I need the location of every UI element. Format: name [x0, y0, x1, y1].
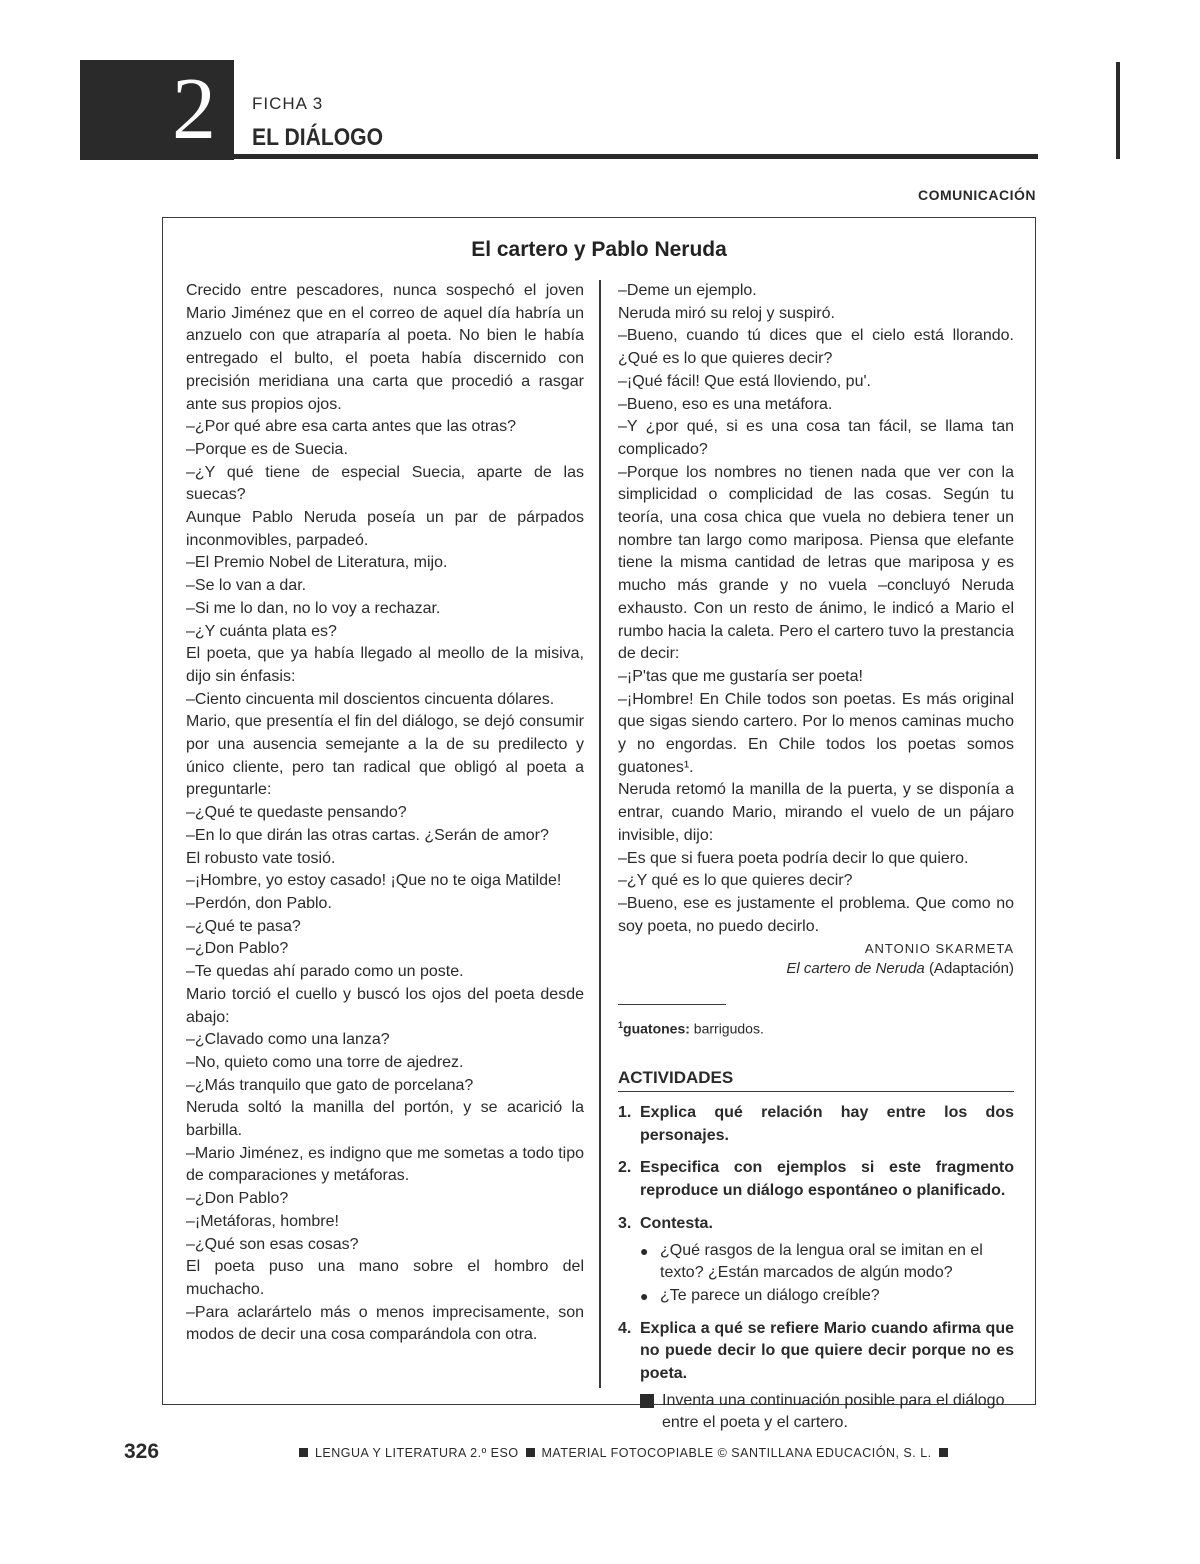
- source-line: [618, 958, 1014, 980]
- square-bullet-icon: [640, 1394, 654, 1408]
- text-paragraph: –¿Don Pablo?: [186, 1190, 289, 1208]
- text-paragraph: –Bueno, ese es justamente el problema. Que como no soy poeta, no puedo decirlo.: [618, 894, 1014, 935]
- footnote-definition: barrigudos.: [693, 1021, 764, 1038]
- text-paragraph: –No, quieto como una torre de ajedrez.: [186, 1053, 464, 1071]
- text-paragraph: –Y ¿por qué, si es una cosa tan fácil, se llama tan complicado?: [618, 418, 1014, 458]
- activity-text: Contesta.: [640, 1214, 713, 1232]
- activity-text: Explica qué relación hay entre los dos personajes.: [640, 1104, 1014, 1144]
- header-rule: [234, 154, 1038, 159]
- page-title: EL DIÁLOGO: [252, 124, 384, 151]
- extra-activity: [640, 1390, 1014, 1435]
- section-label: COMUNICACIÓN: [918, 187, 1036, 203]
- text-paragraph: Neruda retomó la manilla de la puerta, y se disponía a entrar, cuando Mario, mirando el vuelo de un pájaro invisible, dijo:: [618, 781, 1014, 844]
- column-divider: [599, 280, 601, 1388]
- reading-title: El cartero y Pablo Neruda: [471, 238, 727, 261]
- text-paragraph: –¿Y qué tiene de especial Suecia, aparte de las suecas?: [186, 463, 584, 504]
- text-paragraph: –Perdón, don Pablo.: [186, 894, 332, 912]
- unit-number: 2: [172, 61, 216, 158]
- bullet-text: ¿Te parece un diálogo creíble?: [660, 1286, 880, 1304]
- bullet-icon: ●: [640, 1242, 649, 1259]
- text-paragraph: –¿Más tranquilo que gato de porcelana?: [186, 1076, 474, 1094]
- activity-item: [618, 1213, 1014, 1236]
- text-paragraph: –¡P'tas que me gustaría ser poeta!: [618, 667, 863, 685]
- activity-bullet: [640, 1240, 1014, 1285]
- text-paragraph: Crecido entre pescadores, nunca sospechó el joven Mario Jiménez que en el correo de aquel día habría un anzuelo con que atraparía al poeta. No bien le había entregado el bulto, el poeta había discernido con precisión meridiana una carta que procedió a rasgar ante sus propios ojos.: [186, 282, 584, 413]
- reading-right-column: [618, 280, 1014, 1435]
- text-paragraph: –Bueno, eso es una metáfora.: [618, 395, 833, 413]
- text-paragraph: –¡Hombre! En Chile todos son poetas. Es más original que sigas siendo cartero. Por lo menos caminas mucho y no engordas. En Chile todos los poetas somos guatones¹.: [618, 690, 1014, 776]
- source-title: El cartero de Neruda: [786, 960, 925, 978]
- text-paragraph: –¿Qué son esas cosas?: [186, 1235, 359, 1253]
- bullet-icon: ●: [640, 1287, 649, 1304]
- text-paragraph: –Deme un ejemplo.: [618, 282, 757, 299]
- text-paragraph: –Para aclarártelo más o menos imprecisamente, son modos de decir una cosa comparándola con otra.: [186, 1303, 584, 1344]
- footnote-term: guatones:: [623, 1021, 690, 1038]
- extra-activity-text: Inventa una continuación posible para el diálogo entre el poeta y el cartero.: [662, 1391, 1005, 1432]
- footnote: [618, 1015, 1014, 1039]
- text-paragraph: –¡Qué fácil! Que está lloviendo, pu'.: [618, 372, 871, 390]
- text-paragraph: El robusto vate tosió.: [186, 849, 336, 867]
- reading-left-column: [186, 280, 584, 1347]
- author-name: ANTONIO SKARMETA: [864, 941, 1014, 957]
- activity-text: Especifica con ejemplos si este fragmento reproduce un diálogo espontáneo o planificado.: [640, 1159, 1014, 1200]
- activity-number: 1.: [618, 1104, 632, 1122]
- activity-item: [618, 1318, 1014, 1386]
- activity-item: [618, 1102, 1014, 1147]
- activities-heading: ACTIVIDADES: [618, 1067, 1014, 1092]
- text-paragraph: Neruda miró su reloj y suspiró.: [618, 304, 835, 322]
- text-paragraph: –¡Metáforas, hombre!: [186, 1212, 339, 1230]
- text-paragraph: –¿Por qué abre esa carta antes que las otras?: [186, 418, 516, 436]
- text-paragraph: –¿Don Pablo?: [186, 940, 289, 958]
- activity-item: [618, 1157, 1014, 1202]
- text-paragraph: –Bueno, cuando tú dices que el cielo está llorando. ¿Qué es lo que quieres decir?: [618, 327, 1014, 368]
- text-paragraph: –¿Clavado como una lanza?: [186, 1031, 390, 1049]
- text-paragraph: –El Premio Nobel de Literatura, mijo.: [186, 554, 448, 572]
- square-icon: [526, 1448, 535, 1457]
- text-paragraph: –¿Y cuánta plata es?: [186, 622, 337, 640]
- text-paragraph: –Ciento cincuenta mil doscientos cincuenta dólares.: [186, 690, 555, 708]
- square-icon: [299, 1448, 308, 1457]
- page-number: 326: [124, 1440, 160, 1463]
- ficha-label: FICHA 3: [252, 94, 324, 113]
- text-paragraph: El poeta, que ya había llegado al meollo de la misiva, dijo sin énfasis:: [186, 645, 584, 685]
- footnote-rule: [618, 1004, 726, 1005]
- unit-number-block: [80, 60, 234, 160]
- text-paragraph: –Porque los nombres no tienen nada que ver con la simplicidad o complicidad de las cosas. Según tu teoría, una cosa chica que vuela no debiera tener un nombre tan largo como mariposa. Piensa que elefante tiene la misma cantidad de letras que mariposa y es mucho más grande y no vuela –concluyó Neruda exhausto. Con un resto de ánimo, le indicó a Mario el rumbo hacia la caleta. Pero el cartero tuvo la prestancia de decir:: [618, 463, 1014, 663]
- text-paragraph: –Porque es de Suecia.: [186, 440, 348, 458]
- edge-mark: [1116, 62, 1120, 159]
- text-paragraph: –Se lo van a dar.: [186, 577, 307, 595]
- activity-number: 2.: [618, 1159, 632, 1177]
- text-paragraph: –Te quedas ahí parado como un poste.: [186, 963, 464, 981]
- reading-box: [162, 217, 1036, 1432]
- text-paragraph: –¡Hombre, yo estoy casado! ¡Que no te oiga Matilde!: [186, 872, 562, 890]
- footer-copyright: MATERIAL FOTOCOPIABLE © SANTILLANA EDUCACIÓN, S. L.: [541, 1446, 932, 1460]
- footer-credits: [296, 1446, 951, 1460]
- text-paragraph: Neruda soltó la manilla del portón, y se acarició la barbilla.: [186, 1099, 584, 1140]
- text-paragraph: El poeta puso una mano sobre el hombro del muchacho.: [186, 1258, 584, 1298]
- text-paragraph: –¿Y qué es lo que quieres decir?: [618, 872, 853, 890]
- bullet-text: ¿Qué rasgos de la lengua oral se imitan en el texto? ¿Están marcados de algún modo?: [660, 1241, 983, 1282]
- square-icon: [939, 1448, 948, 1457]
- activity-bullet: [640, 1285, 1014, 1308]
- footer-book: LENGUA Y LITERATURA 2.º ESO: [314, 1446, 519, 1460]
- text-paragraph: –Si me lo dan, no lo voy a rechazar.: [186, 599, 441, 617]
- activity-number: 4.: [618, 1319, 632, 1337]
- text-paragraph: –Mario Jiménez, es indigno que me sometas a todo tipo de comparaciones y metáforas.: [186, 1144, 584, 1185]
- text-paragraph: –Es que si fuera poeta podría decir lo que quiero.: [618, 849, 969, 867]
- text-paragraph: –¿Qué te pasa?: [186, 917, 301, 935]
- text-paragraph: Mario torció el cuello y buscó los ojos del poeta desde abajo:: [186, 985, 584, 1026]
- text-paragraph: Aunque Pablo Neruda poseía un par de párpados inconmovibles, parpadeó.: [186, 509, 584, 549]
- source-note: (Adaptación): [928, 960, 1014, 978]
- footnote-mark: 1: [618, 1020, 624, 1031]
- text-paragraph: –¿Qué te quedaste pensando?: [186, 804, 407, 822]
- text-paragraph: –En lo que dirán las otras cartas. ¿Serán de amor?: [186, 826, 549, 844]
- text-paragraph: Mario, que presentía el fin del diálogo, se dejó consumir por una ausencia semejante a la de su predilecto y único cliente, pero tan radical que obligó al poeta a preguntarle:: [186, 713, 584, 799]
- activity-number: 3.: [618, 1214, 632, 1232]
- activity-text: Explica a qué se refiere Mario cuando afirma que no puede decir lo que quiere decir porque no es poeta.: [640, 1319, 1014, 1383]
